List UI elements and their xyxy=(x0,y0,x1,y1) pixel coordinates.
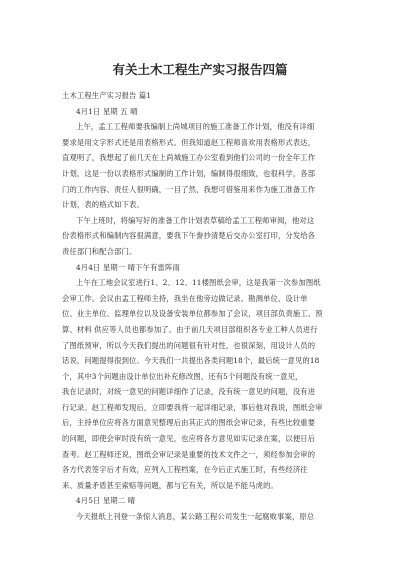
text-line: 后，主持单位应将各方面意见整理后由其正式的图纸会审记录，有些比较重要 xyxy=(62,418,316,428)
text-line: 4月5日 星期二 晴 xyxy=(76,496,136,506)
text-line: 上午在工地会议室进行1、2、12、11楼图纸会审，这是我第一次参加图纸 xyxy=(76,278,321,288)
text-line: 会审工作。会议由孟工程师主持，我坐在他旁边做记录。勘测单位、设计单 xyxy=(62,293,308,303)
document-subtitle: 土木工程生产实习报告 篇1 xyxy=(62,91,152,100)
text-line: 位、业主单位、监理单位以及设备安装单位都参加了会议，项目部负责施工、预 xyxy=(62,309,323,319)
text-line: 今天报纸上刊登一条惊人消息，某公路工程公司发生一起腐败事案，原总 xyxy=(76,512,315,522)
text-line: 话说，问题提得很到位。今天我们一共提出各类问题18个，最后统一意见的18 xyxy=(62,356,320,366)
text-line: 行记录。赵工程师发现后，立即要我将一起详细记录，事后他对我说，图纸会审 xyxy=(62,402,323,412)
text-line: 上午，孟工工程师要我编制上尚城项目的施工准备工作计划，他没有详细 xyxy=(76,122,315,132)
text-line: 算、材料 供应等人员也都参加了。由于前几天项目部组织各专业工种人员进行 xyxy=(62,324,318,334)
text-line: 各方代表签字后才有效，应列入工程档案，在今后正式施工时，有些经济往 xyxy=(62,465,308,475)
text-line: 计划，表的格式如下表。 xyxy=(62,200,144,210)
text-line: 个，其中3个问题由设计单位出补充修改图，还有5个问题没有统一意见， xyxy=(62,371,303,381)
text-line: 责任部门和配合部门。 xyxy=(62,246,137,256)
text-line: 查考。赵工程师还说，图纸会审记录是重要的技术文件之一，须经参加会审的 xyxy=(62,449,316,459)
text-line: 直观明了，我想起了前几天在上尚城施工办公室看到他们公司的一份全年工作 xyxy=(62,153,316,163)
text-line: 来、质量矛盾甚至索赔等问题，都与它有关，所以是不能马虎的。 xyxy=(62,480,278,490)
text-line: 了图纸预审，所以今天我们提出的问题很有针对性，也很深刻，用设计人员的 xyxy=(62,340,316,350)
text-line: 下午上班时，将编写好的准备工作计划表草稿给孟工工程师审阅，他对这 xyxy=(76,215,315,225)
document-title: 有关土木工程生产实习报告四篇 xyxy=(112,62,288,77)
text-line: 计划，这是一份以表格形式编制的工作计划，编制得很细致，也很科学，各部 xyxy=(62,168,316,178)
document-body xyxy=(62,88,342,525)
text-line: 4月4日 星期一 晴下午有雷阵雨 xyxy=(76,262,180,272)
text-line: 份表格形式和编制内容很满意，要我下午誊抄清楚后交办公室打印，分发给各 xyxy=(62,231,316,241)
text-line: 4月1日 星期 五 晴 xyxy=(76,106,138,116)
text-line: 要求是用文字形式还是用表格形式。但我知道赵工程师喜欢用表格形式表达， xyxy=(62,137,316,147)
text-line: 我在记录时，对统一意见的问题详细作了记录，没有统一意见的问题，没有进 xyxy=(62,387,316,397)
text-line: 的问题，即使会审时没有统一意见，也应将各方意见如实记录在案，以便日后 xyxy=(62,434,316,444)
text-line: 门的工作内容、责任人很明确，一目了然，我想可借鉴用来作为施工准备工作 xyxy=(62,184,316,194)
